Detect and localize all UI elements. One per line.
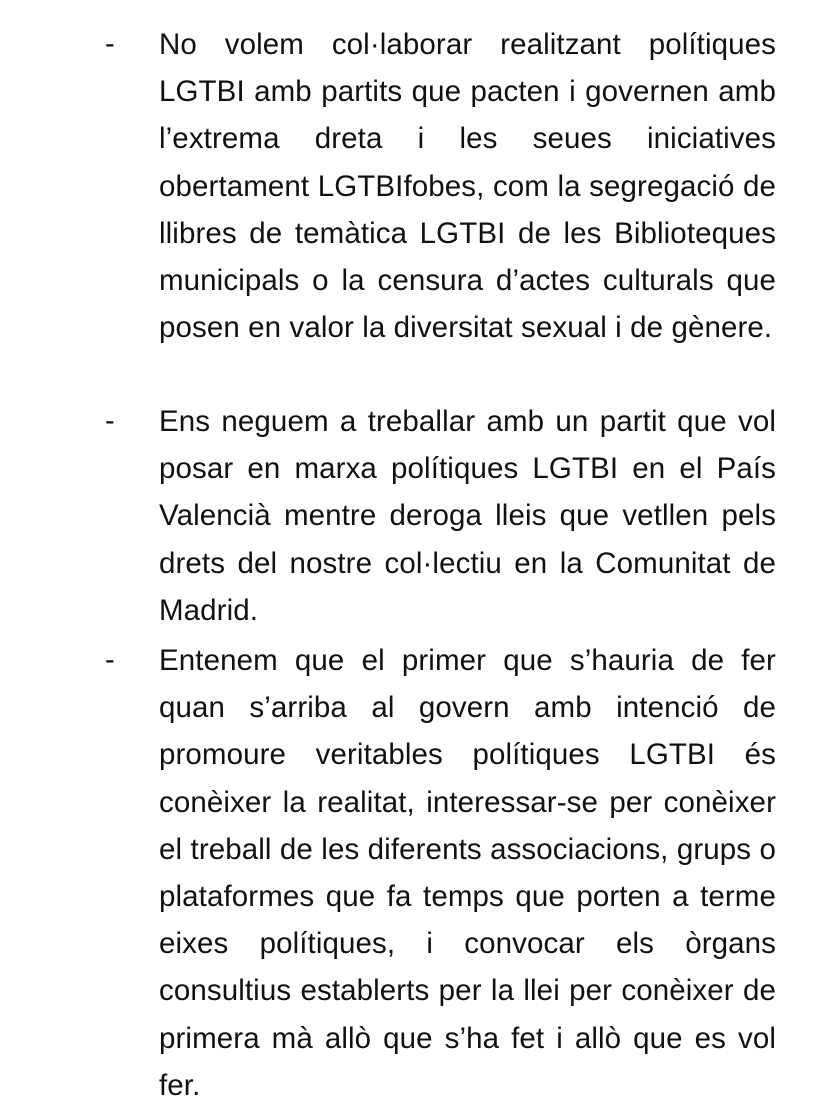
paragraph-text: No volem col·laborar realitzant polítiques LGTBI amb partits que pacten i governen amb l’extrema dreta i les seues iniciatives obertament LGTBIfobes, com la segregació de llibres de temàtica LGTBI de les Biblioteques municipals o la censura d’actes culturals que posen en valor la diversitat sexual i de gènere.	[159, 28, 776, 345]
paragraph-text: Entenem que el primer que s’hauria de fer quan s’arriba al govern amb intenció de promoure veritables polítiques LGTBI és conèixer la realitat, interessar-se per conèixer el treball de les diferents associacions, grups o plataformes que fa temps que porten a terme eixes polítiques, i convocar els òrgans consultius establerts per la llei per conèixer de primera mà allò que s’ha fet i allò que es vol fer.	[159, 644, 776, 1102]
bullet-dash: -	[105, 644, 115, 676]
bullet-dash: -	[105, 405, 115, 437]
paragraph-text: Ens neguem a treballar amb un partit que vol posar en marxa polítiques LGTBI en el País Valencià mentre deroga lleis que vetllen pels drets del nostre col·lectiu en la Comunitat de Madrid.	[159, 405, 776, 627]
bullet-dash: -	[105, 28, 115, 60]
